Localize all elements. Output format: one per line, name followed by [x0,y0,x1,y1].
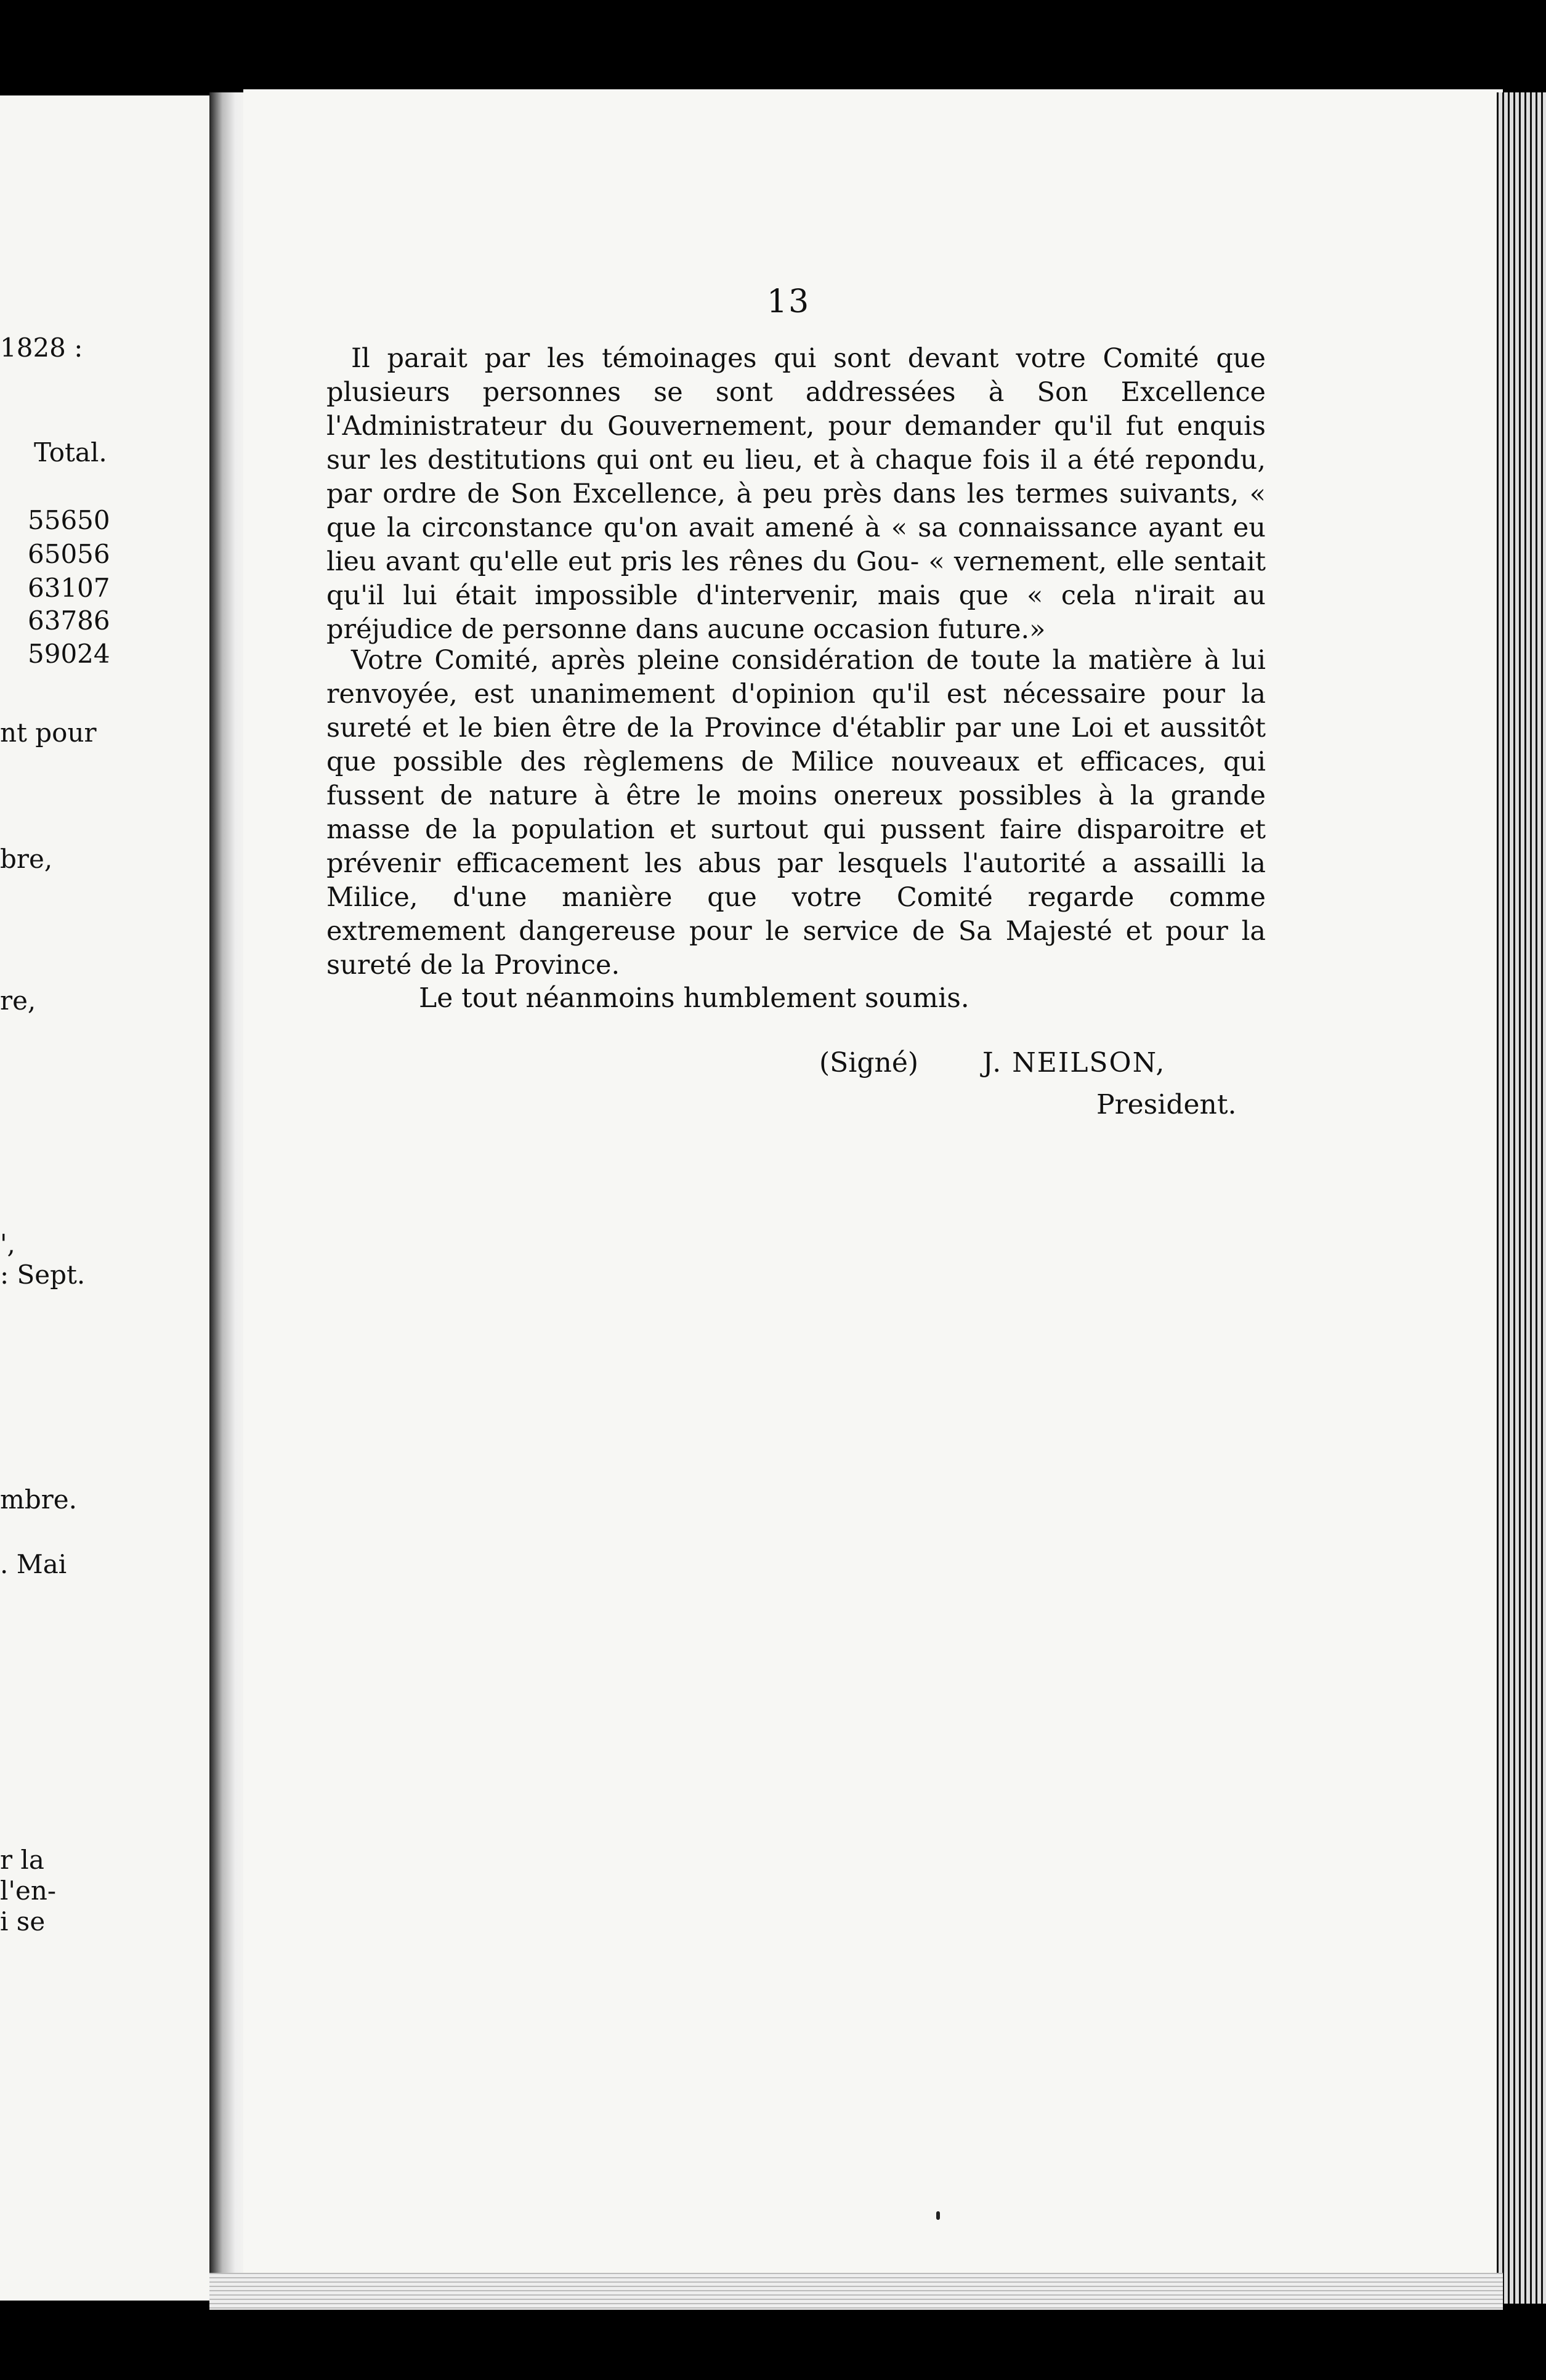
left-line: Total. [34,437,107,467]
signer-title: President. [1096,1089,1237,1120]
bottom-page-edge [209,2273,1503,2310]
left-line: . Mai [0,1549,67,1579]
left-line: nt pour [0,718,97,748]
page-number: 13 [767,283,811,320]
page-edge [1497,92,1546,2304]
paragraph-text: Votre Comité, après pleine considération de toute la matière à lui renvoyée, est unanimement d'opinion qu'il est nécessaire pour la sureté et le bien être de la Province d'établir par une Loi et aussitôt que possible des règlemens de Milice nouveaux et efficaces, qui fussent de nature à être le moins onereux possibles à la grande masse de la population et surtout qui pussent faire disparoitre et prévenir efficacement les abus par lesquels l'autorité a assailli la Milice, d'une manière que votre Comité regarde comme extremement dangereuse pour le service de Sa Majesté et pour la sureté de la Province. [326,645,1266,981]
left-line: r la [0,1845,44,1875]
left-line: l'en- [0,1876,57,1906]
signer-name: J. NEILSON, [982,1047,1166,1079]
paragraph-recommendation [326,644,1266,982]
left-line: i se [0,1906,46,1937]
left-line: ', [0,1229,15,1259]
left-line: 63107 [28,573,110,603]
closing-statement: Le tout néanmoins humblement soumis. [419,982,969,1014]
left-line: re, [0,986,36,1016]
left-line: bre, [0,844,53,874]
paragraph-text: Il parait par les témoinages qui sont devant votre Comité que plusieurs personnes se sont addressées à Son Excellence l'Administrateur du Gouvernement, pour demander qu'il fut enquis sur les destitutions qui ont eu lieu, et à chaque fois il a été repondu, par ordre de Son Excellence, à peu près dans les termes suivants, « que la circonstance qu'on avait amené à « sa connaissance ayant eu lieu avant qu'elle eut pris les rênes du Gou- « vernement, elle sentait qu'il lui était impossible d'intervenir, mais que « cela n'irait au préjudice de personne dans aucune occasion future.» [326,343,1266,645]
ink-speck [936,2211,940,2220]
left-line: 65056 [28,539,110,569]
left-line: 1828 : [0,333,83,363]
left-line: mbre. [0,1484,77,1515]
left-line: 59024 [28,639,110,669]
book-gutter [209,92,246,2310]
paragraph-testimony [326,342,1266,647]
left-line: : Sept. [0,1260,86,1290]
left-line: 55650 [28,505,110,535]
signed-label: (Signé) [819,1047,919,1079]
left-facing-page [0,95,213,2301]
left-line: 63786 [28,605,110,636]
